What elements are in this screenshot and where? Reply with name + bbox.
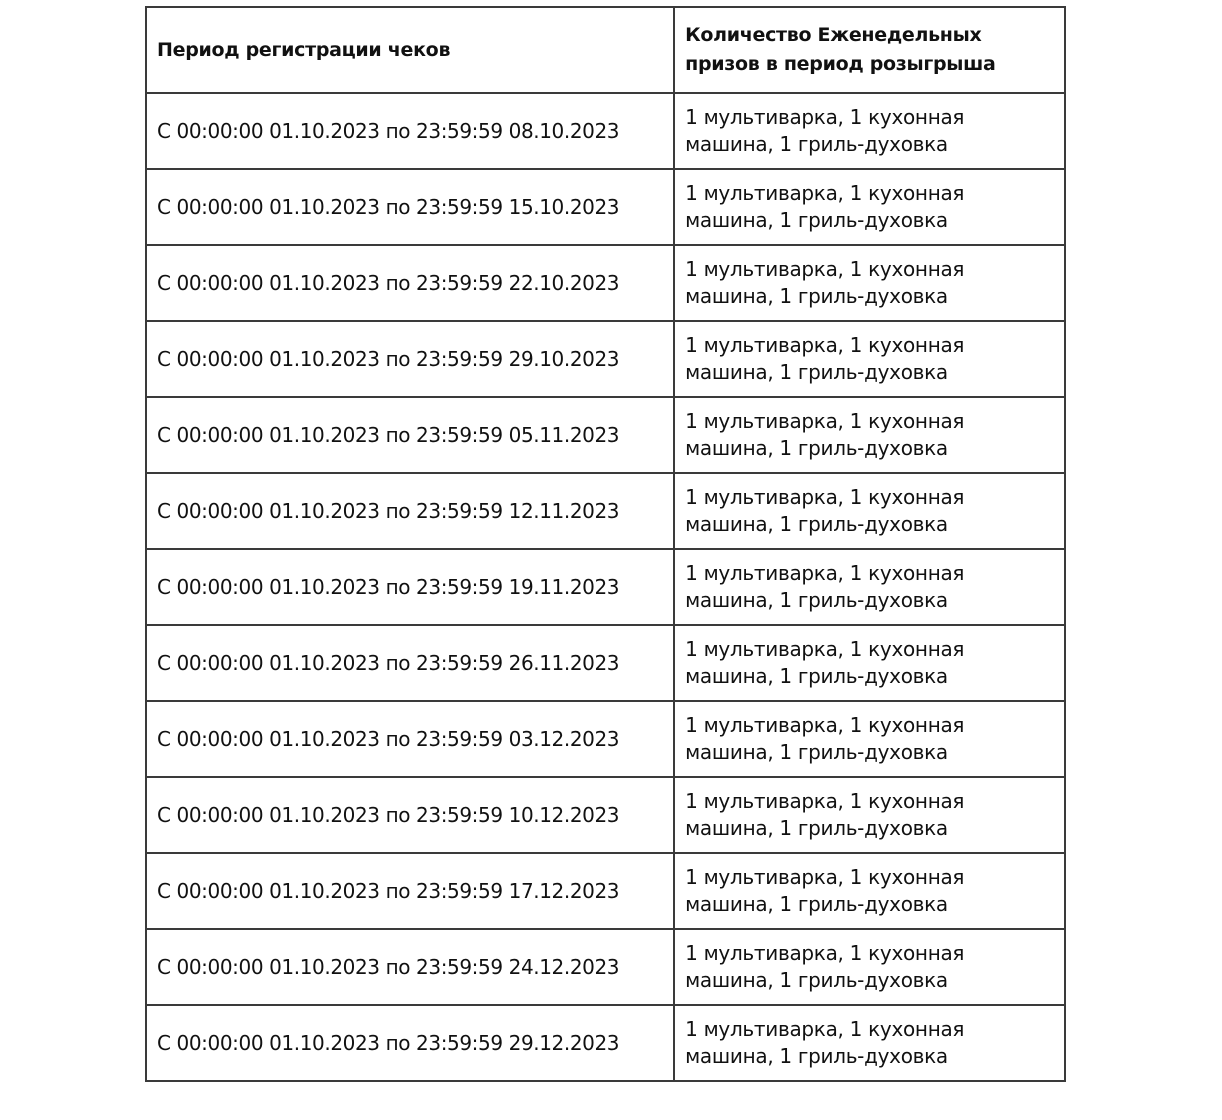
table-row [146, 245, 1065, 321]
header-prizes [674, 7, 1065, 93]
table-row [146, 473, 1065, 549]
period-text: С 00:00:00 01.10.2023 по 23:59:59 15.10.2023 [157, 194, 620, 219]
prize-cell [674, 473, 1065, 549]
period-text: С 00:00:00 01.10.2023 по 23:59:59 03.12.2023 [157, 726, 620, 751]
prize-text-line1: 1 мультиварка, 1 кухонная [685, 409, 965, 433]
period-text: С 00:00:00 01.10.2023 по 23:59:59 12.11.2023 [157, 498, 620, 523]
table-row [146, 625, 1065, 701]
period-cell [146, 549, 674, 625]
period-cell [146, 321, 674, 397]
header-period-label: Период регистрации чеков [157, 38, 451, 61]
table-row [146, 1005, 1065, 1081]
period-cell [146, 169, 674, 245]
prize-text-line1: 1 мультиварка, 1 кухонная [685, 257, 965, 281]
prize-text-line2: машина, 1 гриль-духовка [685, 816, 948, 840]
prize-text-line1: 1 мультиварка, 1 кухонная [685, 105, 965, 129]
table-row [146, 549, 1065, 625]
prize-text-line1: 1 мультиварка, 1 кухонная [685, 181, 965, 205]
table-header-row [146, 7, 1065, 93]
header-prizes-line2: призов в период розыгрыша [685, 53, 996, 75]
table-row [146, 169, 1065, 245]
period-cell [146, 929, 674, 1005]
period-text: С 00:00:00 01.10.2023 по 23:59:59 10.12.2023 [157, 802, 620, 827]
prize-text-line1: 1 мультиварка, 1 кухонная [685, 561, 965, 585]
prize-cell [674, 777, 1065, 853]
header-prizes-line1: Количество Еженедельных [685, 24, 982, 46]
prize-text-line1: 1 мультиварка, 1 кухонная [685, 941, 965, 965]
prize-text-line2: машина, 1 гриль-духовка [685, 208, 948, 232]
prize-text-line1: 1 мультиварка, 1 кухонная [685, 713, 965, 737]
period-text: С 00:00:00 01.10.2023 по 23:59:59 17.12.2023 [157, 878, 620, 903]
prize-text-line2: машина, 1 гриль-духовка [685, 436, 948, 460]
prize-text-line2: машина, 1 гриль-духовка [685, 1044, 948, 1068]
period-text: С 00:00:00 01.10.2023 по 23:59:59 08.10.2023 [157, 118, 620, 143]
period-text: С 00:00:00 01.10.2023 по 23:59:59 19.11.2023 [157, 574, 620, 599]
prize-cell [674, 321, 1065, 397]
period-cell [146, 93, 674, 169]
prize-text-line2: машина, 1 гриль-духовка [685, 588, 948, 612]
prize-text-line1: 1 мультиварка, 1 кухонная [685, 485, 965, 509]
period-cell [146, 397, 674, 473]
table-row [146, 397, 1065, 473]
prize-text-line2: машина, 1 гриль-духовка [685, 284, 948, 308]
prize-cell [674, 701, 1065, 777]
prize-text-line1: 1 мультиварка, 1 кухонная [685, 789, 965, 813]
prize-text-line1: 1 мультиварка, 1 кухонная [685, 865, 965, 889]
prize-text-line2: машина, 1 гриль-духовка [685, 360, 948, 384]
prize-text-line1: 1 мультиварка, 1 кухонная [685, 637, 965, 661]
table-row [146, 701, 1065, 777]
prize-cell [674, 1005, 1065, 1081]
period-text: С 00:00:00 01.10.2023 по 23:59:59 29.12.2023 [157, 1030, 620, 1055]
prize-cell [674, 397, 1065, 473]
prize-cell [674, 625, 1065, 701]
table-row [146, 777, 1065, 853]
prize-text-line2: машина, 1 гриль-духовка [685, 740, 948, 764]
period-cell [146, 701, 674, 777]
prize-text-line1: 1 мультиварка, 1 кухонная [685, 1017, 965, 1041]
period-text: С 00:00:00 01.10.2023 по 23:59:59 24.12.2023 [157, 954, 620, 979]
period-cell [146, 473, 674, 549]
prize-schedule-table [145, 6, 1066, 1082]
period-cell [146, 853, 674, 929]
prize-cell [674, 169, 1065, 245]
period-text: С 00:00:00 01.10.2023 по 23:59:59 29.10.2023 [157, 346, 620, 371]
table-row [146, 321, 1065, 397]
period-cell [146, 625, 674, 701]
header-period [146, 7, 674, 93]
prize-cell [674, 245, 1065, 321]
prize-text-line2: машина, 1 гриль-духовка [685, 968, 948, 992]
period-cell [146, 777, 674, 853]
period-text: С 00:00:00 01.10.2023 по 23:59:59 26.11.2023 [157, 650, 620, 675]
period-text: С 00:00:00 01.10.2023 по 23:59:59 05.11.2023 [157, 422, 620, 447]
prize-cell [674, 93, 1065, 169]
period-cell [146, 1005, 674, 1081]
table-row [146, 93, 1065, 169]
period-text: С 00:00:00 01.10.2023 по 23:59:59 22.10.2023 [157, 270, 620, 295]
table-row [146, 929, 1065, 1005]
prize-cell [674, 929, 1065, 1005]
prize-cell [674, 853, 1065, 929]
prize-cell [674, 549, 1065, 625]
prize-text-line2: машина, 1 гриль-духовка [685, 892, 948, 916]
prize-text-line2: машина, 1 гриль-духовка [685, 132, 948, 156]
period-cell [146, 245, 674, 321]
prize-text-line2: машина, 1 гриль-духовка [685, 512, 948, 536]
prize-text-line1: 1 мультиварка, 1 кухонная [685, 333, 965, 357]
prize-text-line2: машина, 1 гриль-духовка [685, 664, 948, 688]
table-row [146, 853, 1065, 929]
